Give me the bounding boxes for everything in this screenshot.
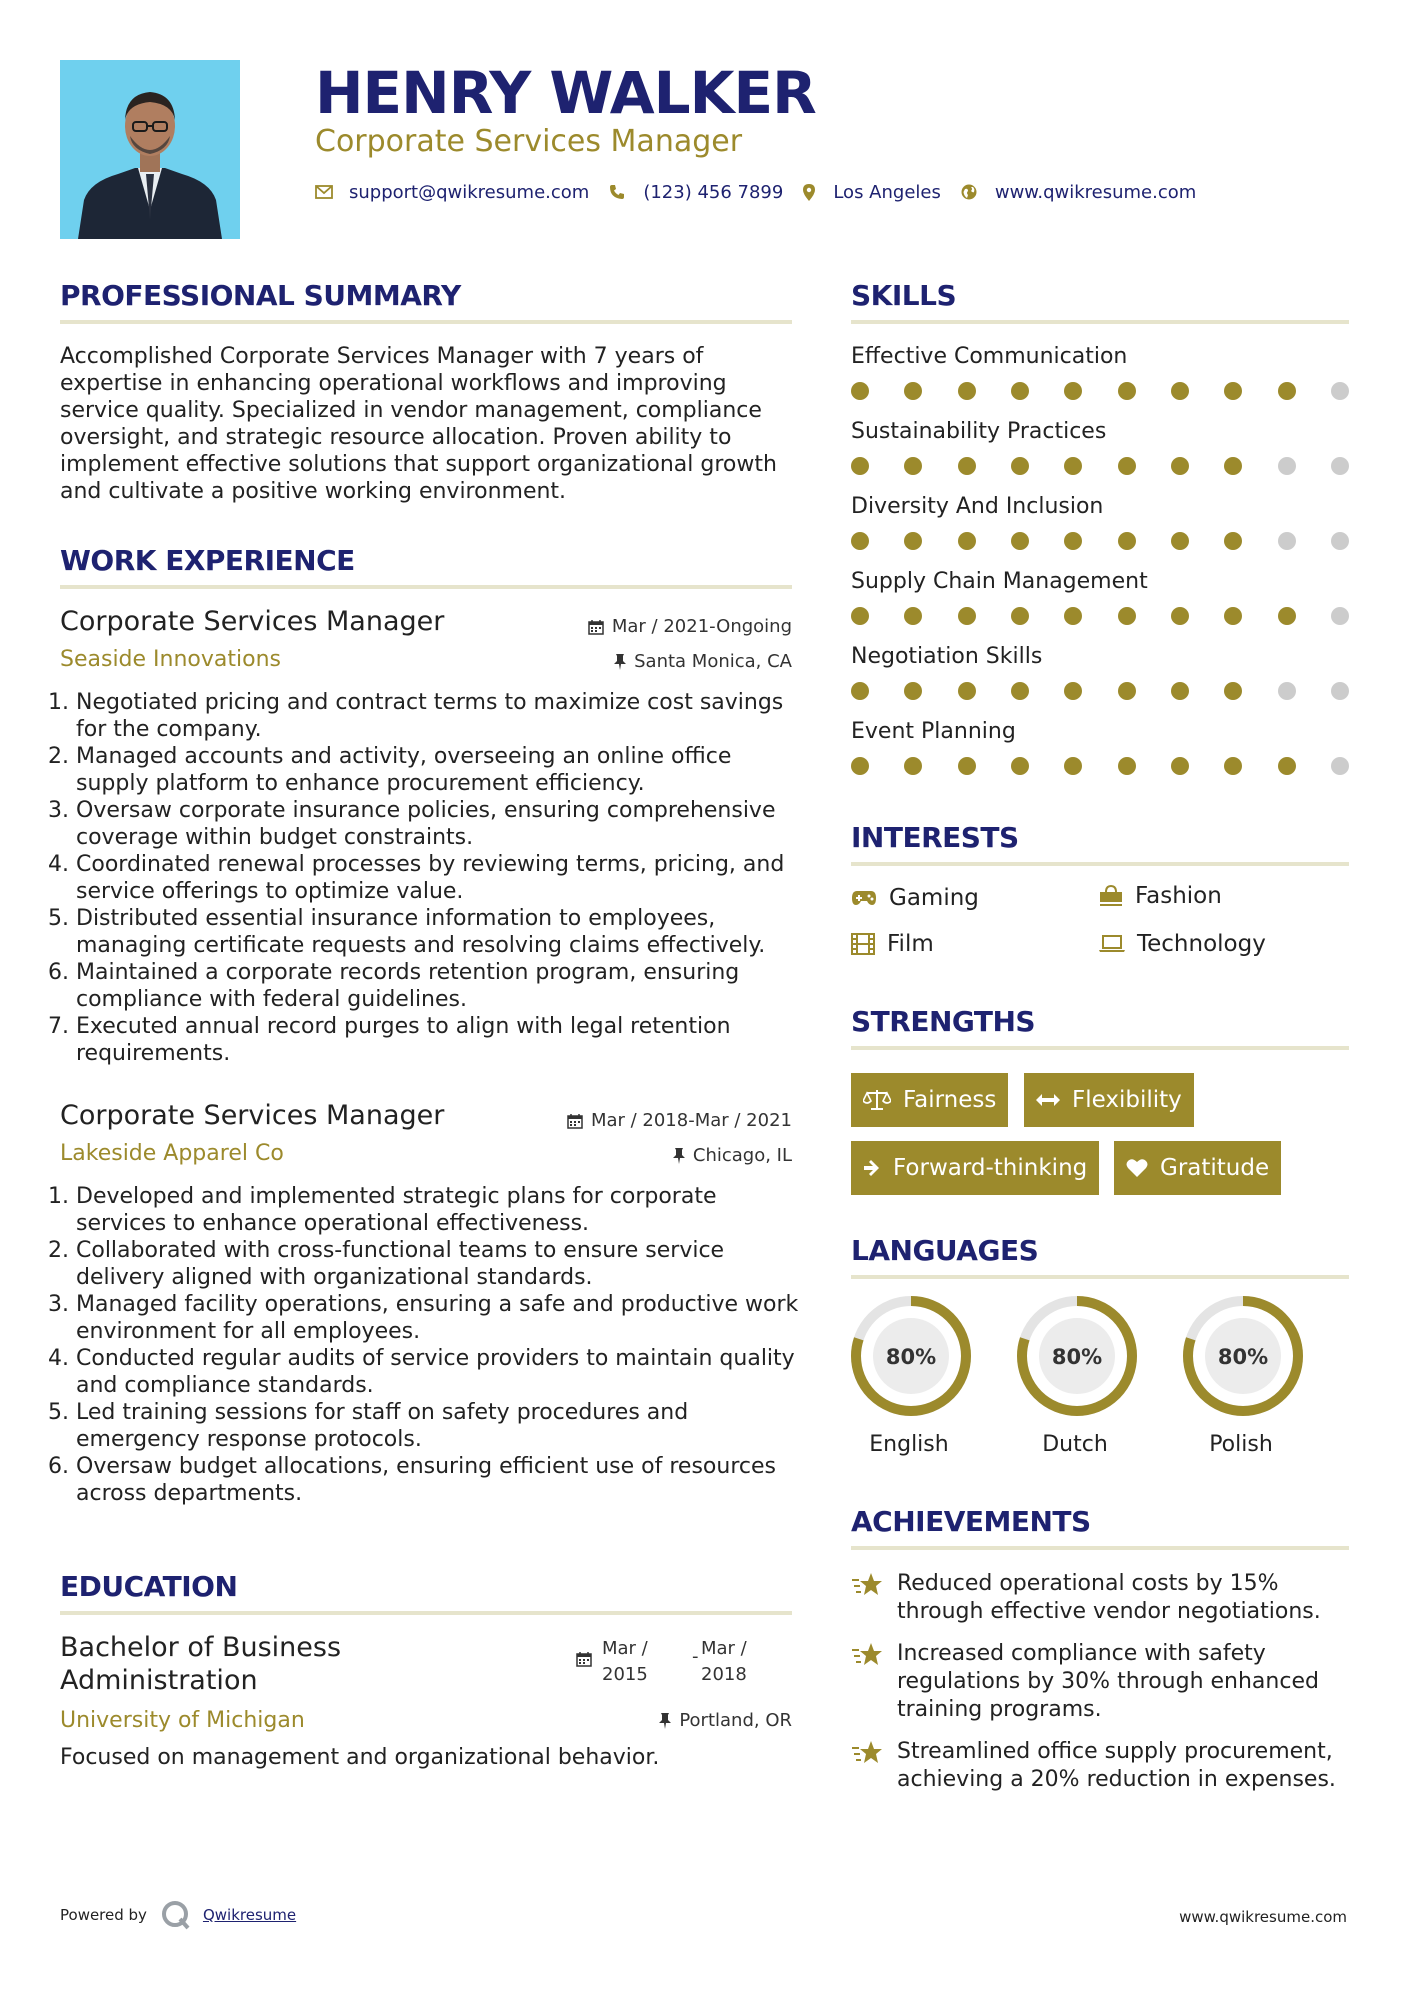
rating-dot-empty bbox=[1278, 682, 1296, 700]
rating-dot-empty bbox=[1331, 682, 1349, 700]
rating-dot-filled bbox=[1224, 607, 1242, 625]
experience-divider bbox=[60, 585, 792, 589]
rating-dot-filled bbox=[1118, 532, 1136, 550]
rating-dot-filled bbox=[1224, 457, 1242, 475]
rating-dot-filled bbox=[958, 382, 976, 400]
rating-dot-filled bbox=[1171, 382, 1189, 400]
interest-item: Film bbox=[851, 930, 934, 958]
list-item: 6. Oversaw budget allocations, ensuring efficient use of resources across departments. bbox=[76, 1453, 800, 1507]
job-dates: Mar / 2021-Ongoing bbox=[520, 616, 792, 638]
rating-dot-filled bbox=[1224, 682, 1242, 700]
rating-dot-filled bbox=[1011, 682, 1029, 700]
star-icon bbox=[851, 1740, 883, 1766]
rating-dot-empty bbox=[1331, 457, 1349, 475]
language-name: Dutch bbox=[1042, 1432, 1108, 1457]
rating-dot-filled bbox=[1171, 457, 1189, 475]
contact-website[interactable]: www.qwikresume.com bbox=[994, 181, 1197, 203]
edu-location: Portland, OR bbox=[520, 1710, 792, 1732]
rating-dot-filled bbox=[1224, 757, 1242, 775]
arrows-horizontal-icon bbox=[1036, 1093, 1060, 1107]
rating-dot-filled bbox=[904, 457, 922, 475]
job-title: Corporate Services Manager bbox=[60, 606, 445, 637]
rating-dot-filled bbox=[1011, 607, 1029, 625]
achievements-heading: ACHIEVEMENTS bbox=[851, 1505, 1091, 1538]
candidate-title: Corporate Services Manager bbox=[315, 124, 743, 159]
job-location: Santa Monica, CA bbox=[520, 651, 792, 673]
language-ring bbox=[1181, 1294, 1305, 1418]
rating-dot-filled bbox=[958, 457, 976, 475]
achievement-line: through effective vendor negotiations. bbox=[897, 1599, 1321, 1624]
star-icon bbox=[851, 1572, 883, 1598]
contact-location: Los Angeles bbox=[833, 181, 941, 203]
summary-divider bbox=[60, 320, 792, 324]
contact-phone[interactable]: (123) 456 7899 bbox=[643, 181, 784, 203]
skill-rating bbox=[851, 532, 1349, 550]
list-item: 3. Managed facility operations, ensuring a safe and productive work environment for all employees. bbox=[76, 1291, 800, 1345]
rating-dot-filled bbox=[1224, 382, 1242, 400]
phone-icon bbox=[609, 184, 625, 200]
profile-photo bbox=[60, 60, 240, 239]
rating-dot-empty bbox=[1278, 457, 1296, 475]
degree-line-1: Bachelor of Business bbox=[60, 1632, 342, 1663]
list-item: 4. Conducted regular audits of service providers to maintain quality and compliance standards. bbox=[76, 1345, 800, 1399]
rating-dot-filled bbox=[1278, 607, 1296, 625]
list-item: 7. Executed annual record purges to align with legal retention requirements. bbox=[76, 1013, 800, 1067]
film-icon bbox=[851, 933, 875, 955]
achievement-line: training programs. bbox=[897, 1697, 1102, 1722]
interest-item: Fashion bbox=[1099, 882, 1222, 910]
rating-dot-filled bbox=[1011, 757, 1029, 775]
achievement-line: Streamlined office supply procurement, bbox=[897, 1739, 1333, 1764]
contact-bar bbox=[315, 180, 1216, 204]
interests-divider bbox=[851, 862, 1349, 866]
achievement-line: Reduced operational costs by 15% bbox=[897, 1571, 1279, 1596]
achievement-item bbox=[851, 1570, 1321, 1626]
pushpin-icon bbox=[614, 654, 626, 670]
job-duties-list bbox=[56, 1183, 800, 1507]
map-marker-icon bbox=[803, 184, 815, 201]
achievement-item bbox=[851, 1738, 1336, 1794]
rating-dot-filled bbox=[904, 757, 922, 775]
pushpin-icon bbox=[659, 1713, 671, 1729]
skill-rating bbox=[851, 682, 1349, 700]
bag-icon bbox=[1099, 885, 1123, 907]
rating-dot-filled bbox=[1171, 682, 1189, 700]
rating-dot-empty bbox=[1331, 757, 1349, 775]
strengths-divider bbox=[851, 1046, 1349, 1050]
rating-dot-filled bbox=[851, 532, 869, 550]
list-item: 6. Maintained a corporate records retention program, ensuring compliance with federal guidelines. bbox=[76, 959, 800, 1013]
degree-line-2: Administration bbox=[60, 1665, 258, 1696]
school-name: University of Michigan bbox=[60, 1708, 305, 1733]
experience-heading: WORK EXPERIENCE bbox=[60, 544, 355, 577]
rating-dot-empty bbox=[1331, 382, 1349, 400]
rating-dot-filled bbox=[1171, 607, 1189, 625]
strength-tag: Forward-thinking bbox=[851, 1141, 1099, 1195]
envelope-icon bbox=[315, 185, 333, 199]
laptop-icon bbox=[1099, 935, 1125, 953]
job-title: Corporate Services Manager bbox=[60, 1100, 445, 1131]
rating-dot-empty bbox=[1331, 607, 1349, 625]
skill-name: Supply Chain Management bbox=[851, 569, 1148, 594]
balance-scale-icon bbox=[863, 1089, 891, 1111]
interests-heading: INTERESTS bbox=[851, 821, 1019, 854]
strengths-heading: STRENGTHS bbox=[851, 1005, 1036, 1038]
rating-dot-empty bbox=[1331, 532, 1349, 550]
company-name: Seaside Innovations bbox=[60, 647, 281, 672]
company-name: Lakeside Apparel Co bbox=[60, 1141, 284, 1166]
rating-dot-filled bbox=[1064, 382, 1082, 400]
footer-powered-by: Powered by Qwikresume bbox=[60, 1900, 296, 1930]
skill-name: Negotiation Skills bbox=[851, 644, 1043, 669]
rating-dot-filled bbox=[1278, 757, 1296, 775]
rating-dot-filled bbox=[958, 607, 976, 625]
rating-dot-filled bbox=[1171, 532, 1189, 550]
strength-tag: Gratitude bbox=[1114, 1141, 1281, 1195]
rating-dot-filled bbox=[1118, 457, 1136, 475]
interest-item: Technology bbox=[1099, 930, 1266, 958]
edu-start-date: Mar / 2015 bbox=[602, 1638, 648, 1685]
rating-dot-filled bbox=[851, 382, 869, 400]
rating-dot-filled bbox=[1224, 532, 1242, 550]
language-ring bbox=[849, 1294, 973, 1418]
edu-end-date: Mar / 2018 bbox=[701, 1638, 747, 1685]
rating-dot-filled bbox=[1171, 757, 1189, 775]
list-item: 1. Negotiated pricing and contract terms to maximize cost savings for the company. bbox=[76, 689, 800, 743]
calendar-icon bbox=[567, 1113, 583, 1129]
list-item: 3. Oversaw corporate insurance policies, ensuring comprehensive coverage within budget constraints. bbox=[76, 797, 800, 851]
rating-dot-filled bbox=[851, 757, 869, 775]
rating-dot-filled bbox=[958, 532, 976, 550]
rating-dot-filled bbox=[851, 607, 869, 625]
qwikresume-logo-icon bbox=[161, 1900, 191, 1930]
list-item: 5. Led training sessions for staff on safety procedures and emergency response protocols. bbox=[76, 1399, 800, 1453]
rating-dot-filled bbox=[1118, 757, 1136, 775]
footer-website[interactable]: www.qwikresume.com bbox=[1179, 1908, 1347, 1926]
rating-dot-filled bbox=[1064, 757, 1082, 775]
interest-item: Gaming bbox=[851, 884, 979, 912]
rating-dot-filled bbox=[958, 682, 976, 700]
education-divider bbox=[60, 1611, 792, 1615]
rating-dot-filled bbox=[1011, 532, 1029, 550]
language-percent: 80% bbox=[1051, 1345, 1103, 1369]
skill-name: Event Planning bbox=[851, 719, 1016, 744]
list-item: 2. Collaborated with cross-functional teams to ensure service delivery aligned with organizational standards. bbox=[76, 1237, 800, 1291]
rating-dot-filled bbox=[851, 457, 869, 475]
skill-rating bbox=[851, 457, 1349, 475]
language-percent: 80% bbox=[1217, 1345, 1269, 1369]
strength-tag: Fairness bbox=[851, 1073, 1008, 1127]
strength-tag: Flexibility bbox=[1024, 1073, 1194, 1127]
globe-icon bbox=[961, 184, 977, 200]
summary-text: Accomplished Corporate Services Manager with 7 years of expertise in enhancing operational workflows and improving service quality. Specialized in vendor management, compliance oversight, and strategic resource allocation. Proven ability to implement effective solutions that support organizational growth and cultivate a positive working environment. bbox=[60, 344, 777, 504]
rating-dot-filled bbox=[1064, 607, 1082, 625]
star-icon bbox=[851, 1642, 883, 1668]
gamepad-icon bbox=[851, 890, 877, 906]
achievement-line: Increased compliance with safety bbox=[897, 1641, 1266, 1666]
job-duties-list bbox=[56, 689, 800, 1067]
rating-dot-filled bbox=[904, 607, 922, 625]
list-item: 2. Managed accounts and activity, overseeing an online office supply platform to enhance procurement efficiency. bbox=[76, 743, 800, 797]
rating-dot-filled bbox=[851, 682, 869, 700]
summary-heading: PROFESSIONAL SUMMARY bbox=[60, 279, 461, 312]
edu-date-separator: - bbox=[692, 1646, 699, 1667]
candidate-name: HENRY WALKER bbox=[315, 59, 816, 127]
arrow-right-icon bbox=[863, 1159, 881, 1177]
rating-dot-empty bbox=[1278, 532, 1296, 550]
achievement-item bbox=[851, 1640, 1319, 1724]
rating-dot-filled bbox=[904, 682, 922, 700]
rating-dot-filled bbox=[1118, 607, 1136, 625]
rating-dot-filled bbox=[1011, 457, 1029, 475]
pushpin-icon bbox=[673, 1148, 685, 1164]
languages-heading: LANGUAGES bbox=[851, 1234, 1039, 1267]
job-dates: Mar / 2018-Mar / 2021 bbox=[520, 1110, 792, 1132]
footer-brand-link[interactable]: Qwikresume bbox=[202, 1906, 297, 1924]
language-name: English bbox=[869, 1432, 949, 1457]
list-item: 4. Coordinated renewal processes by reviewing terms, pricing, and service offerings to optimize value. bbox=[76, 851, 800, 905]
skill-name: Effective Communication bbox=[851, 344, 1128, 369]
rating-dot-filled bbox=[1011, 382, 1029, 400]
rating-dot-filled bbox=[958, 757, 976, 775]
job-location: Chicago, IL bbox=[520, 1145, 792, 1167]
skill-rating bbox=[851, 382, 1349, 400]
rating-dot-filled bbox=[904, 382, 922, 400]
language-ring bbox=[1015, 1294, 1139, 1418]
rating-dot-filled bbox=[1118, 382, 1136, 400]
education-heading: EDUCATION bbox=[60, 1570, 238, 1603]
list-item: 1. Developed and implemented strategic plans for corporate services to enhance operational effectiveness. bbox=[76, 1183, 800, 1237]
achievement-line: achieving a 20% reduction in expenses. bbox=[897, 1767, 1336, 1792]
education-note: Focused on management and organizational behavior. bbox=[60, 1745, 660, 1770]
rating-dot-filled bbox=[1278, 382, 1296, 400]
rating-dot-filled bbox=[1064, 532, 1082, 550]
rating-dot-filled bbox=[904, 532, 922, 550]
calendar-icon bbox=[588, 619, 604, 635]
achievements-divider bbox=[851, 1546, 1349, 1550]
language-name: Polish bbox=[1209, 1432, 1273, 1457]
skill-name: Sustainability Practices bbox=[851, 419, 1107, 444]
rating-dot-filled bbox=[1118, 682, 1136, 700]
rating-dot-filled bbox=[1064, 457, 1082, 475]
rating-dot-filled bbox=[1064, 682, 1082, 700]
skills-divider bbox=[851, 320, 1349, 324]
languages-divider bbox=[851, 1275, 1349, 1279]
heart-icon bbox=[1126, 1158, 1148, 1178]
contact-email[interactable]: support@qwikresume.com bbox=[349, 181, 590, 203]
achievement-line: regulations by 30% through enhanced bbox=[897, 1669, 1319, 1694]
list-item: 5. Distributed essential insurance information to employees, managing certificate requests and resolving claims effectively. bbox=[76, 905, 800, 959]
skill-name: Diversity And Inclusion bbox=[851, 494, 1104, 519]
skill-rating bbox=[851, 757, 1349, 775]
skill-rating bbox=[851, 607, 1349, 625]
calendar-icon bbox=[576, 1651, 592, 1667]
skills-heading: SKILLS bbox=[851, 279, 957, 312]
language-percent: 80% bbox=[885, 1345, 937, 1369]
